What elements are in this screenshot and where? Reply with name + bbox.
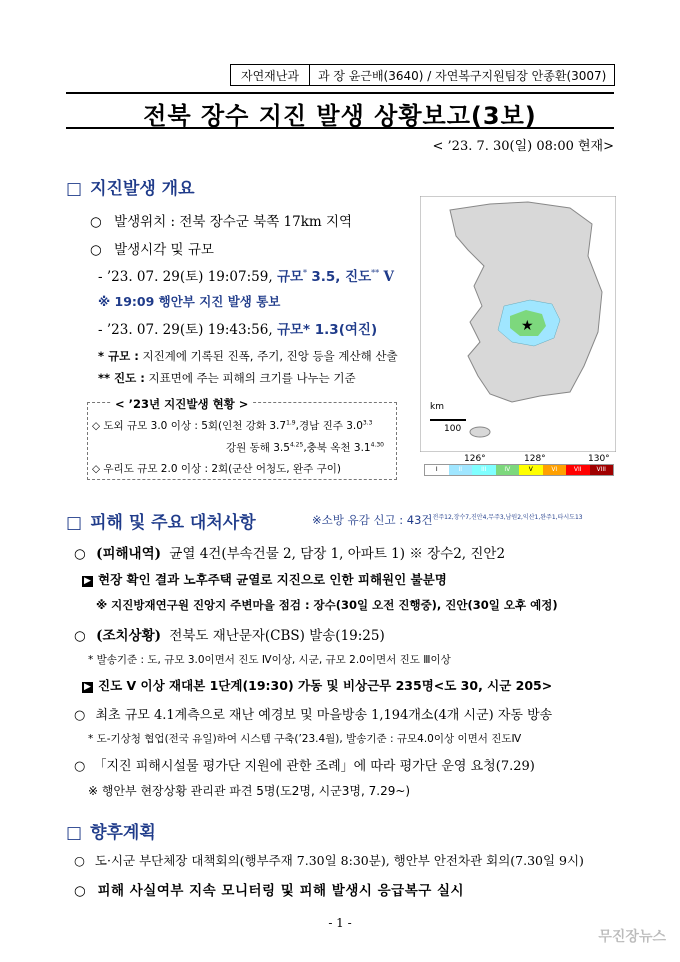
footnote-2-text: 지표면에 주는 피해의 크기를 나누는 기준: [148, 371, 356, 385]
section-box-icon: □: [66, 513, 83, 533]
watermark: 무진장뉴스: [598, 929, 666, 945]
broadcast-text: 최초 규모 4.1계측으로 재난 예경보 및 마을방송 1,194개소(4개 시군) 자동 방송: [95, 708, 553, 723]
damage-inspection: ※ 지진방재연구원 진앙지 주변마을 점검 : 장수(30일 오전 진행중), 진안(30일 오후 예정): [96, 598, 558, 612]
action-label: (조치상황): [96, 628, 162, 644]
event-2: [98, 318, 377, 338]
section-damage-title: 피해 및 주요 대처사항: [90, 513, 256, 533]
stats-2a-sup: 4.25: [289, 441, 304, 449]
event-2-time: - ’23. 07. 29(토) 19:43:56,: [98, 322, 273, 338]
plan-2-text: 피해 사실여부 지속 모니터링 및 피해 발생시 응급복구 실시: [97, 883, 465, 899]
legend-ii: II: [449, 465, 473, 475]
page-number: - 1 -: [328, 916, 352, 930]
evaluation-line: [74, 755, 535, 774]
bullet: ○: [74, 853, 85, 868]
event-2-mag: 규모* 1.3(여진): [276, 322, 378, 338]
title-rule-bottom: [66, 127, 614, 129]
location-line: [90, 210, 352, 230]
section-overview-title: 지진발생 개요: [90, 179, 195, 199]
plan-2: [74, 879, 464, 899]
intensity-legend: [424, 464, 614, 476]
section-box-icon: □: [66, 179, 83, 199]
evaluation-text: 「지진 피해시설물 평가단 지원에 관한 조례」에 따라 평가단 운영 요청(7.29): [93, 759, 535, 774]
plan-1-text: 도·시군 부단체장 대책회의(행부주재 7.30일 8:30분), 행안부 안전차관 회의(7.30일 9시): [94, 853, 584, 868]
footnote-intensity: [98, 370, 356, 386]
event-1-mag-label: 규모: [276, 269, 304, 285]
scale-unit: km: [430, 402, 444, 412]
korea-map-svg: [420, 196, 616, 452]
arrow-icon: ▶: [82, 576, 93, 587]
section-damage-heading: [66, 508, 256, 533]
stats-2b: ,충북 옥천 3.1: [303, 442, 371, 454]
damage-check: [82, 570, 447, 588]
lon-128: 128°: [524, 454, 546, 464]
section-overview-heading: [66, 174, 195, 199]
stats-line-1: [92, 418, 372, 433]
footnote-2-mark: ** 진도 :: [98, 371, 145, 385]
event-1-time: - ’23. 07. 29(토) 19:07:59,: [98, 269, 273, 285]
broadcast-line: [74, 704, 552, 723]
fire-reports: [312, 512, 583, 528]
bullet: ○: [90, 214, 102, 230]
bullet: ○: [74, 628, 86, 644]
lon-126: 126°: [464, 454, 486, 464]
footnote-1-text: 지진계에 기록된 진폭, 주기, 진앙 등을 계산해 산출: [142, 349, 398, 363]
event-1-mag-value: 3.5, 진도: [311, 269, 372, 285]
bullet: ○: [74, 708, 86, 723]
fire-reports-detail: 전주12,장수7,진안4,무주3,남원2,익산1,완주1,타시도13: [432, 514, 583, 522]
legend-viii: VIII: [590, 465, 614, 475]
stats-line-3: ◇ 우리도 규모 2.0 이상 : 2회(군산 어청도, 완주 구이): [92, 463, 341, 475]
legend-vii: VII: [566, 465, 590, 475]
bullet: ○: [90, 242, 102, 258]
plan-1: [74, 851, 584, 869]
report-title: 전북 장수 지진 발생 상황보고(3보): [143, 102, 537, 130]
action-stage: [82, 676, 552, 694]
event-1-intensity: Ⅴ: [383, 269, 394, 285]
bullet: ○: [74, 546, 86, 562]
stats-2b-sup: 4.30: [370, 441, 384, 449]
lon-130: 130°: [588, 454, 610, 464]
damage-check-text: 현장 확인 결과 노후주택 균열로 지진으로 인한 피해원인 불분명: [98, 572, 447, 587]
event-1: - ’23. 07. 29(토) 19:07:59, 규모* 3.5, 진도** Ⅴ: [98, 268, 394, 285]
as-of-date: < ’23. 7. 30(일) 08:00 현재>: [432, 139, 614, 154]
stats-title: < ’23년 지진발생 현황 >: [112, 396, 251, 412]
action-criteria: * 발송기준 : 도, 규모 3.0이면서 진도 Ⅳ이상, 시군, 규모 2.0이면서 진도 Ⅲ이상: [88, 654, 451, 666]
footnote-1-mark: * 규모 :: [98, 349, 139, 363]
action-stage-text: 진도 Ⅴ 이상 재대본 1단계(19:30) 가동 및 비상근무 235명<도 30, 시군 205>: [98, 678, 553, 693]
jeju-island: [470, 427, 490, 437]
section-plan-title: 향후계획: [90, 823, 156, 843]
stats-1b-sup: 3.3: [362, 419, 373, 427]
header-box: [230, 64, 615, 86]
damage-text: 균열 4건(부속건물 2, 담장 1, 아파트 1) ※ 장수2, 진안2: [169, 546, 506, 562]
action-text: 전북도 재난문자(CBS) 발송(19:25): [169, 628, 385, 644]
fire-reports-text: ※소방 유감 신고 : 43건: [312, 513, 433, 527]
bullet: ○: [74, 883, 87, 899]
damage-line: [74, 542, 505, 562]
section-box-icon: □: [66, 823, 83, 843]
legend-vi: VI: [543, 465, 567, 475]
footnote-magnitude: [98, 348, 398, 364]
legend-iii: III: [472, 465, 496, 475]
legend-v: V: [519, 465, 543, 475]
location-text: 발생위치 : 전북 장수군 북쪽 17km 지역: [114, 214, 353, 230]
time-line: [90, 238, 214, 258]
header-contact: 과 장 윤근배(3640) / 자연복구지원팀장 안종환(3007): [317, 68, 607, 83]
stats-line-2: [226, 440, 384, 455]
intensity-map: [420, 196, 616, 476]
notice-line: ※ 19:09 행안부 지진 발생 통보: [98, 294, 281, 309]
stats-1a-sup: 1.9: [286, 419, 296, 427]
stats-1b: ,경남 진주 3.0: [295, 420, 363, 432]
stats-2a: 강원 동해 3.5: [226, 442, 290, 454]
epicenter-star-icon: ★: [521, 318, 534, 334]
legend-iv: IV: [496, 465, 520, 475]
action-line: [74, 624, 385, 644]
scale-value: 100: [444, 424, 462, 434]
time-heading: 발생시각 및 규모: [114, 242, 214, 258]
stats-1a: ◇ 도외 규모 3.0 이상 : 5회(인천 강화 3.7: [92, 420, 287, 432]
legend-i: I: [425, 465, 449, 475]
arrow-icon: ▶: [82, 682, 93, 693]
section-plan-heading: [66, 818, 156, 843]
bullet: ○: [74, 759, 86, 774]
title-rule-top: [66, 92, 614, 94]
broadcast-note: * 도-기상청 협업(전국 유일)하여 시스템 구축(’23.4월), 발송기준 : 규모4.0이상 이면서 진도Ⅳ: [88, 733, 522, 745]
dispatch-line: ※ 행안부 현장상황 관리관 파견 5명(도2명, 시군3명, 7.29~): [88, 784, 411, 798]
damage-label: (피해내역): [96, 546, 162, 562]
header-dept: 자연재난과: [231, 65, 310, 85]
